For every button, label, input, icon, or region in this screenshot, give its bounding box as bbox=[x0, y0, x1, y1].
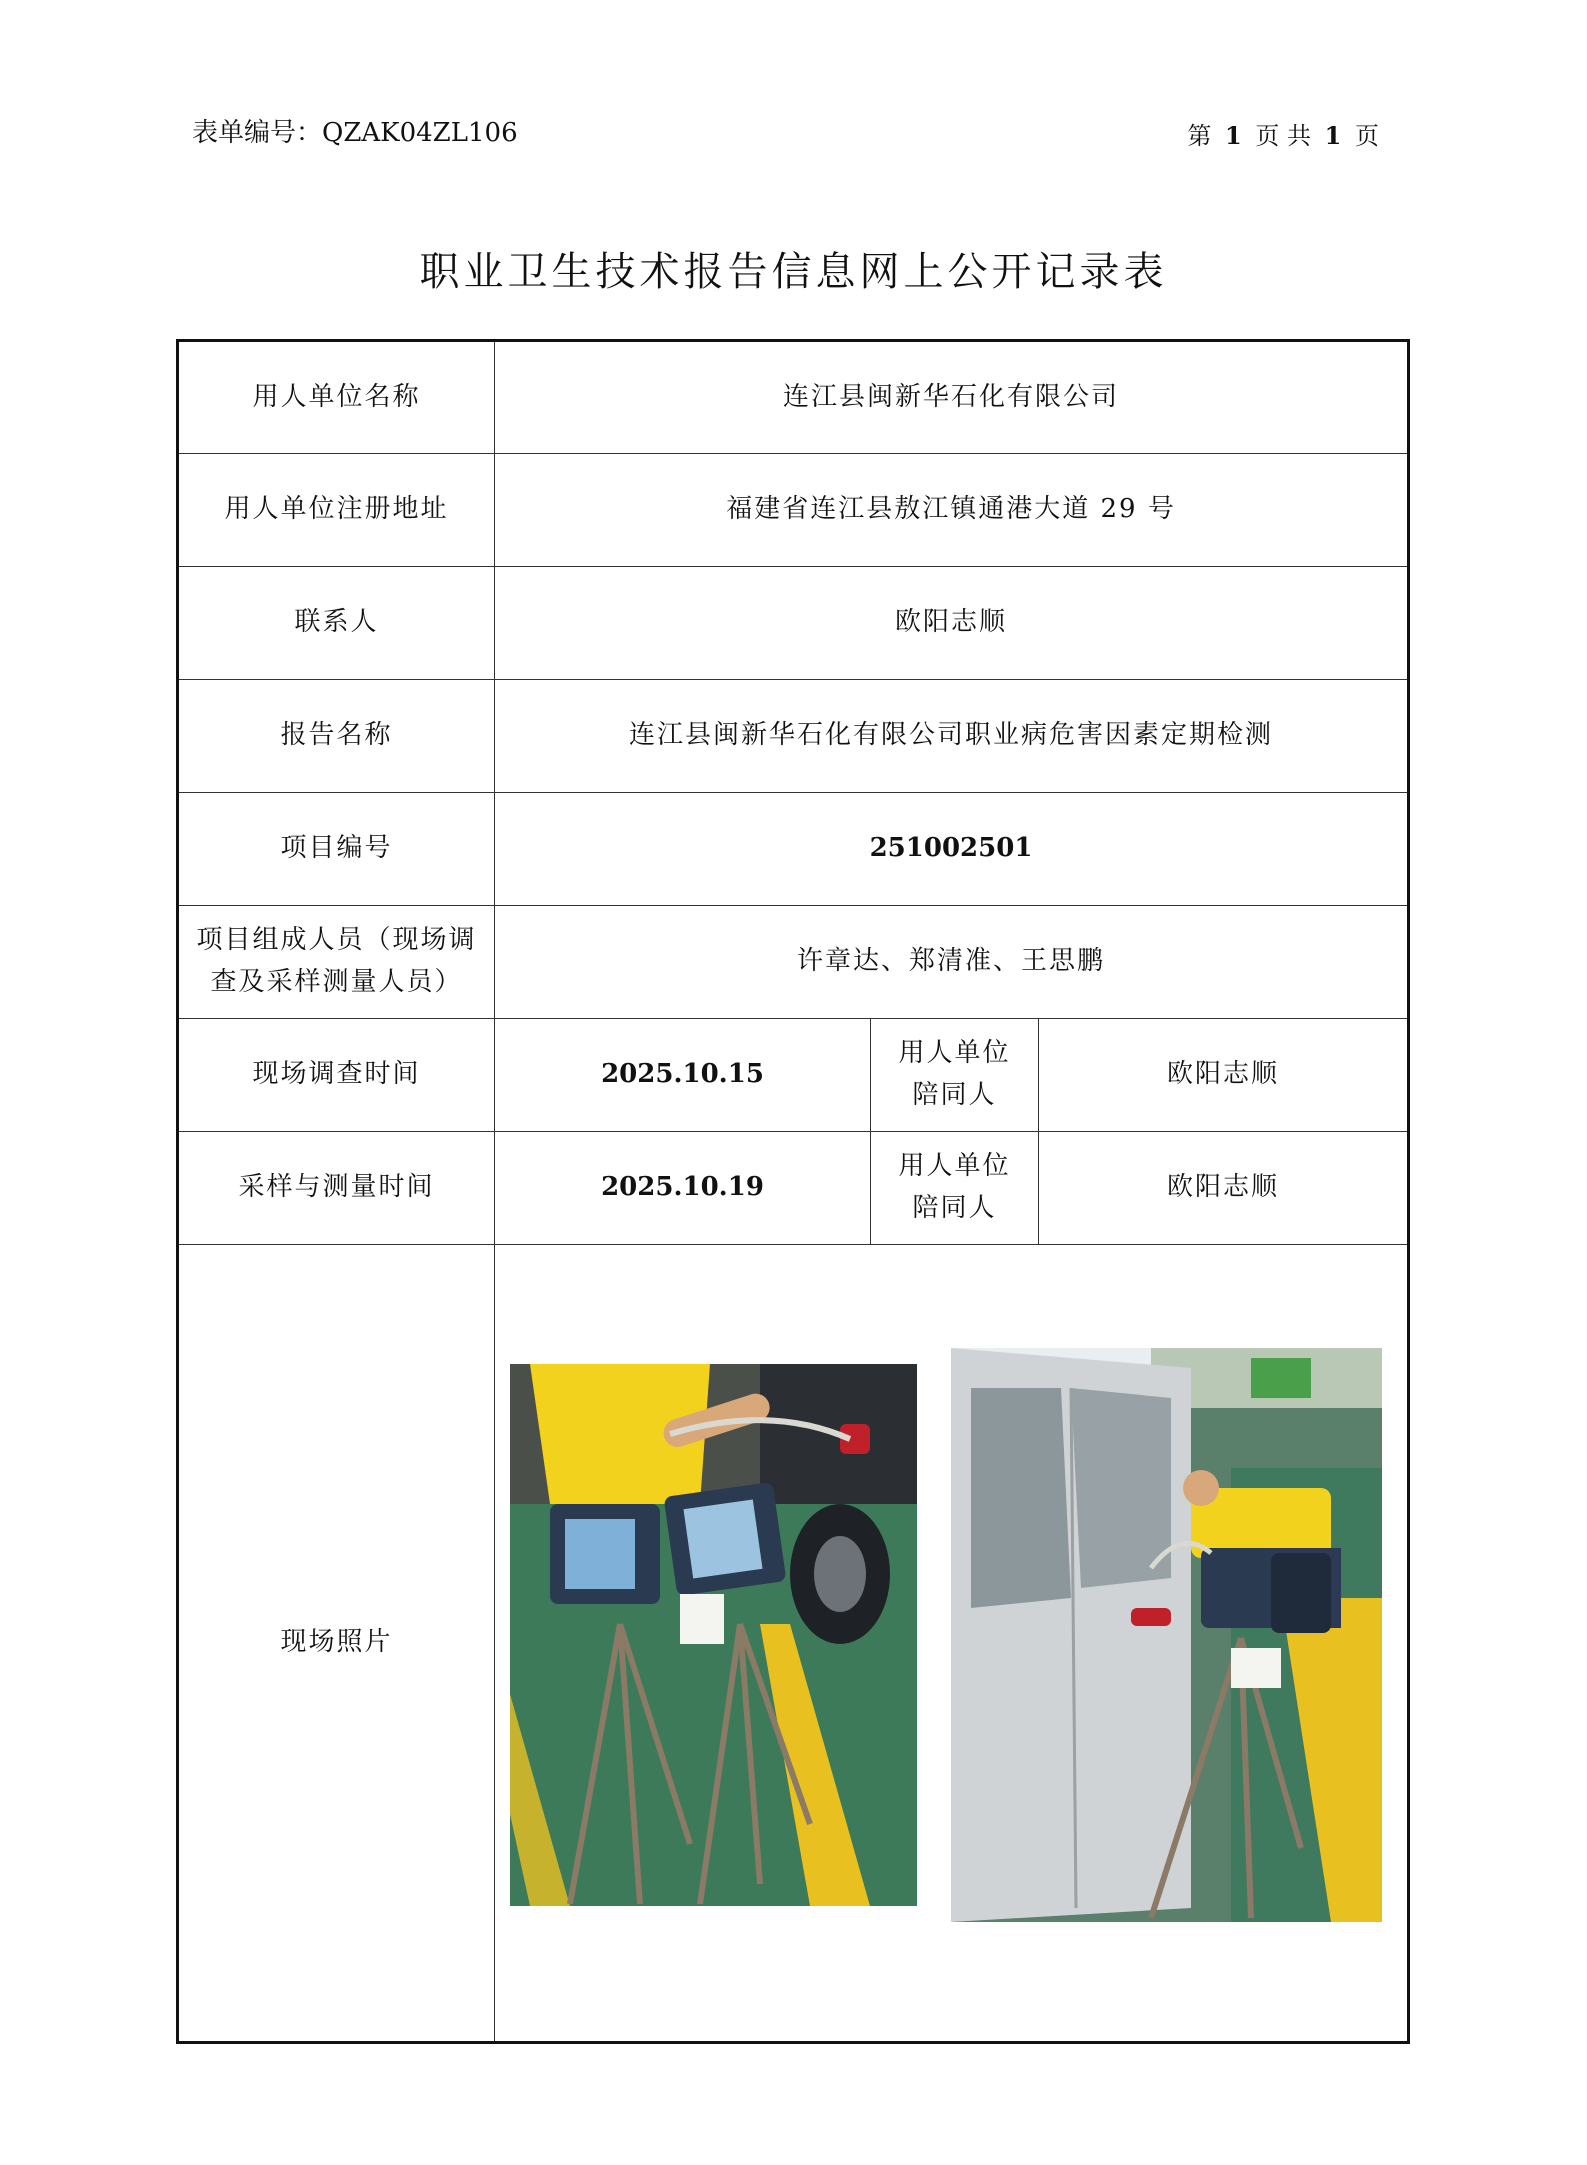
page-prefix: 第 bbox=[1187, 122, 1212, 150]
row-report-name bbox=[178, 680, 1409, 793]
employer-name-label: 用人单位名称 bbox=[178, 341, 495, 454]
sampling-time-label: 采样与测量时间 bbox=[178, 1132, 495, 1245]
row-contact bbox=[178, 567, 1409, 680]
project-no-value: 251002501 bbox=[495, 793, 1409, 906]
row-survey-time bbox=[178, 1019, 1409, 1132]
site-photo-2 bbox=[951, 1348, 1382, 1922]
report-name-value: 连江县闽新华石化有限公司职业病危害因素定期检测 bbox=[495, 680, 1409, 793]
page-suffix: 页 bbox=[1355, 122, 1379, 150]
page-mid: 页 共 bbox=[1255, 122, 1312, 150]
form-number-value: QZAK04ZL106 bbox=[322, 118, 518, 148]
sampling-escort-value: 欧阳志顺 bbox=[1039, 1132, 1409, 1245]
site-photo-2-image bbox=[951, 1348, 1382, 1922]
photos-label: 现场照片 bbox=[178, 1245, 495, 2043]
row-sampling-time bbox=[178, 1132, 1409, 1245]
document-title: 职业卫生技术报告信息网上公开记录表 bbox=[419, 249, 1168, 295]
team-label-line1: 项目组成人员（现场调 bbox=[196, 925, 477, 956]
survey-escort-line2: 陪同人 bbox=[912, 1080, 997, 1110]
employer-name-value: 连江县闽新华石化有限公司 bbox=[495, 341, 1409, 454]
page-current: 1 bbox=[1225, 121, 1242, 150]
team-label bbox=[178, 906, 495, 1019]
row-employer-name bbox=[178, 341, 1409, 454]
survey-escort-value: 欧阳志顺 bbox=[1039, 1019, 1409, 1132]
site-photo-1-image bbox=[510, 1364, 917, 1906]
sampling-escort-line2: 陪同人 bbox=[912, 1193, 997, 1223]
team-label-line2: 查及采样测量人员） bbox=[210, 967, 463, 997]
employer-address-label: 用人单位注册地址 bbox=[178, 454, 495, 567]
survey-time-value: 2025.10.15 bbox=[495, 1019, 871, 1132]
page-total: 1 bbox=[1324, 121, 1342, 150]
survey-time-label: 现场调查时间 bbox=[178, 1019, 495, 1132]
site-photo-1 bbox=[510, 1364, 917, 1906]
sampling-escort-label bbox=[871, 1132, 1039, 1245]
survey-escort-line1: 用人单位 bbox=[898, 1038, 1011, 1069]
team-value: 许章达、郑清准、王思鹏 bbox=[495, 906, 1409, 1019]
form-number bbox=[192, 112, 518, 149]
report-name-label: 报告名称 bbox=[178, 680, 495, 793]
row-team bbox=[178, 906, 1409, 1019]
contact-value: 欧阳志顺 bbox=[495, 567, 1409, 680]
row-project-no bbox=[178, 793, 1409, 906]
sampling-escort-line1: 用人单位 bbox=[898, 1151, 1011, 1182]
contact-label: 联系人 bbox=[178, 567, 495, 680]
form-number-label: 表单编号： bbox=[192, 118, 323, 148]
sampling-time-value: 2025.10.19 bbox=[495, 1132, 871, 1245]
project-no-label: 项目编号 bbox=[178, 793, 495, 906]
survey-escort-label bbox=[871, 1019, 1039, 1132]
employer-address-value: 福建省连江县敖江镇通港大道 29 号 bbox=[495, 454, 1409, 567]
page-indicator bbox=[1187, 116, 1379, 151]
row-employer-address bbox=[178, 454, 1409, 567]
